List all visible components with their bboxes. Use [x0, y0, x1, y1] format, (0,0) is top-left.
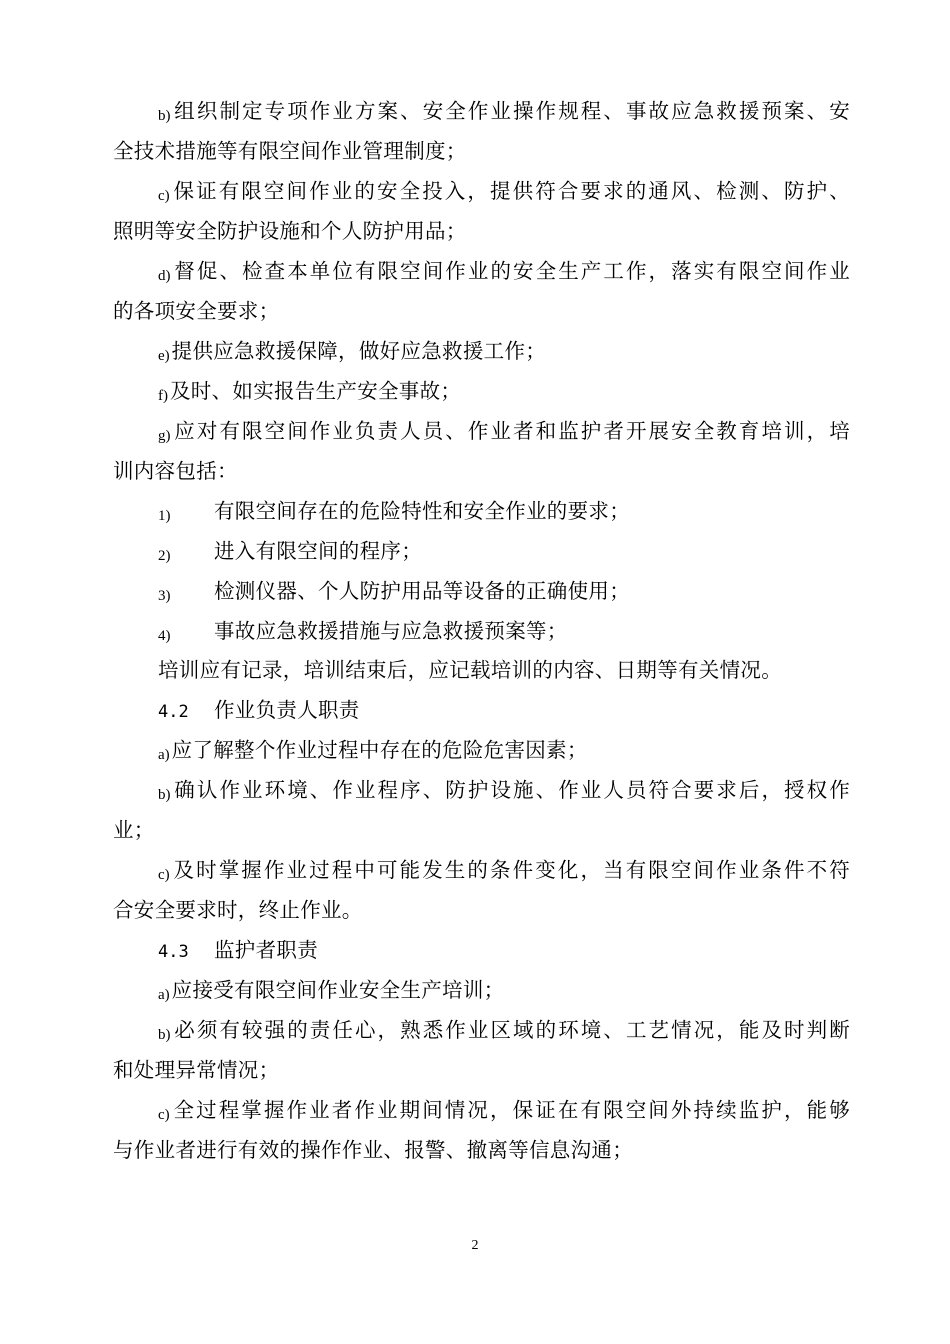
duty-4-2-a: [158, 736, 588, 767]
item-text: 及时、如实报告生产安全事故；: [170, 379, 462, 403]
duty-4-3-c-line2: 与作业者进行有效的操作作业、报警、撤离等信息沟通；: [113, 1138, 633, 1162]
training-text: 检测仪器、个人防护用品等设备的正确使用；: [214, 579, 630, 603]
item-marker: c): [158, 1107, 170, 1123]
section-number: 4.2: [158, 702, 189, 722]
item-text: 组织制定专项作业方案、安全作业操作规程、事故应急救援预案、安: [172, 99, 850, 123]
item-text: 及时掌握作业过程中可能发生的条件变化，当有限空间作业条件不符: [171, 858, 850, 882]
section-number: 4.3: [158, 942, 189, 962]
training-item-4: [158, 617, 568, 648]
duty-4-2-c-line2: 合安全要求时，终止作业。: [113, 898, 363, 922]
item-text: 应接受有限空间作业安全生产培训；: [171, 978, 505, 1002]
duty-4-3-b-line1: [158, 1016, 850, 1047]
item-marker: b): [158, 787, 171, 803]
item-marker: b): [158, 108, 171, 124]
item-marker: e): [158, 348, 170, 364]
section-title: 监护者职责: [214, 938, 318, 962]
item-text: 必须有较强的责任心，熟悉作业区域的环境、工艺情况，能及时判断: [172, 1018, 850, 1042]
section-heading-4-2: [158, 696, 360, 726]
section-heading-4-3: [158, 936, 318, 966]
item-g-line1: [158, 417, 850, 448]
item-g-line2: 训内容包括：: [113, 459, 238, 483]
item-marker: g): [158, 428, 171, 444]
duty-4-2-b-line1: [158, 776, 850, 807]
item-marker: d): [158, 268, 171, 284]
item-f: [158, 377, 461, 408]
item-c-line1: [158, 177, 850, 208]
item-text: 确认作业环境、作业程序、防护设施、作业人员符合要求后，授权作: [172, 778, 850, 802]
item-text: 全过程掌握作业者作业期间情况，保证在有限空间外持续监护，能够: [171, 1098, 850, 1122]
training-text: 有限空间存在的危险特性和安全作业的要求；: [214, 499, 630, 523]
item-marker: a): [158, 987, 170, 1003]
item-text: 保证有限空间作业的安全投入，提供符合要求的通风、检测、防护、: [171, 179, 850, 203]
training-text: 进入有限空间的程序；: [214, 539, 422, 563]
training-item-3: [158, 577, 630, 608]
item-marker: c): [158, 188, 170, 204]
duty-4-3-b-line2: 和处理异常情况；: [113, 1058, 280, 1082]
training-item-2: [158, 537, 422, 568]
duty-4-2-c-line1: [158, 856, 850, 887]
training-marker: 3): [158, 588, 171, 604]
training-item-1: [158, 497, 630, 528]
training-marker: 2): [158, 548, 171, 564]
training-text: 事故应急救援措施与应急救援预案等；: [214, 619, 568, 643]
item-text: 应了解整个作业过程中存在的危险危害因素；: [171, 738, 588, 762]
item-text: 应对有限空间作业负责人员、作业者和监护者开展安全教育培训，培: [172, 419, 850, 443]
duty-4-3-c-line1: [158, 1096, 850, 1127]
duty-4-2-b-line2: 业；: [113, 818, 155, 842]
item-marker: f): [158, 388, 168, 404]
item-text: 督促、检查本单位有限空间作业的安全生产工作，落实有限空间作业: [172, 259, 850, 283]
item-c-line2: 照明等安全防护设施和个人防护用品；: [113, 219, 467, 243]
item-text: 提供应急救援保障，做好应急救援工作；: [171, 339, 547, 363]
item-d-line1: [158, 257, 850, 288]
item-d-line2: 的各项安全要求；: [113, 299, 280, 323]
item-b-line1: [158, 97, 850, 128]
training-note: 培训应有记录，培训结束后，应记载培训的内容、日期等有关情况。: [158, 658, 782, 682]
item-e: [158, 337, 546, 368]
training-marker: 4): [158, 628, 171, 644]
training-marker: 1): [158, 508, 171, 524]
duty-4-3-a: [158, 976, 504, 1007]
section-title: 作业负责人职责: [214, 698, 360, 722]
item-b-line2: 全技术措施等有限空间作业管理制度；: [113, 139, 467, 163]
item-marker: c): [158, 867, 170, 883]
item-marker: a): [158, 747, 170, 763]
page-number: 2: [471, 1238, 479, 1253]
item-marker: b): [158, 1027, 171, 1043]
